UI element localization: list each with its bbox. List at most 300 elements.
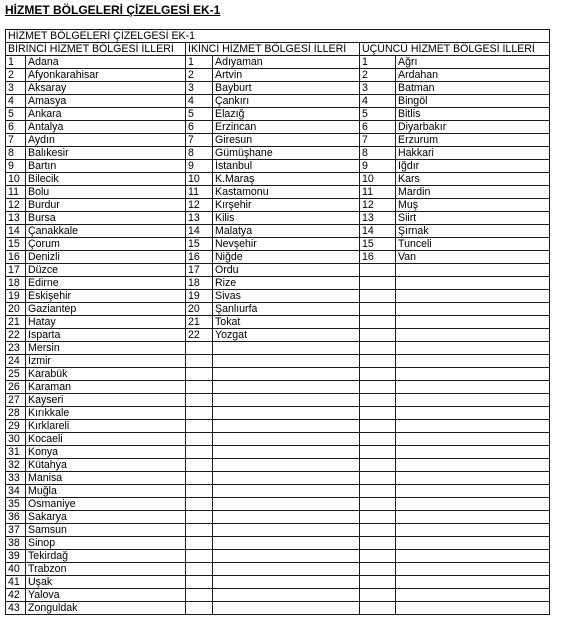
table-row xyxy=(6,251,550,264)
table-row xyxy=(6,602,550,615)
table-row xyxy=(6,173,550,186)
province-name xyxy=(213,459,360,472)
table-row xyxy=(6,420,550,433)
province-name: Artvin xyxy=(213,69,360,82)
province-name: Şanlıurfa xyxy=(213,303,360,316)
province-number: 10 xyxy=(186,173,213,186)
table-row xyxy=(6,394,550,407)
province-number xyxy=(360,329,396,342)
header-row xyxy=(6,43,550,56)
province-name: Çankırı xyxy=(213,95,360,108)
province-name xyxy=(396,420,550,433)
province-name xyxy=(213,472,360,485)
province-number xyxy=(360,290,396,303)
province-number xyxy=(360,550,396,563)
province-name xyxy=(213,576,360,589)
province-name xyxy=(213,420,360,433)
province-name: Zonguldak xyxy=(26,602,186,615)
province-name: Afyonkarahisar xyxy=(26,69,186,82)
province-name xyxy=(396,264,550,277)
province-name: Iğdır xyxy=(396,160,550,173)
province-number: 13 xyxy=(6,212,26,225)
province-number xyxy=(186,446,213,459)
province-number xyxy=(186,589,213,602)
province-number xyxy=(360,342,396,355)
province-name: Bolu xyxy=(26,186,186,199)
province-number xyxy=(360,433,396,446)
province-name: Samsun xyxy=(26,524,186,537)
province-number xyxy=(186,485,213,498)
province-number: 2 xyxy=(360,69,396,82)
province-number: 16 xyxy=(360,251,396,264)
province-name xyxy=(396,381,550,394)
province-number xyxy=(186,407,213,420)
province-number: 17 xyxy=(6,264,26,277)
table-row xyxy=(6,433,550,446)
province-number: 9 xyxy=(6,160,26,173)
province-number: 12 xyxy=(360,199,396,212)
province-name xyxy=(213,446,360,459)
province-number xyxy=(186,368,213,381)
table-row xyxy=(6,576,550,589)
table-row xyxy=(6,264,550,277)
province-number: 2 xyxy=(186,69,213,82)
province-name: Bitlis xyxy=(396,108,550,121)
province-name: Isparta xyxy=(26,329,186,342)
table-row xyxy=(6,511,550,524)
table-row xyxy=(6,368,550,381)
province-number: 15 xyxy=(360,238,396,251)
province-number xyxy=(186,381,213,394)
province-number xyxy=(186,394,213,407)
province-name: Bursa xyxy=(26,212,186,225)
province-name xyxy=(396,303,550,316)
province-number xyxy=(360,472,396,485)
province-name: Aksaray xyxy=(26,82,186,95)
province-name: Sakarya xyxy=(26,511,186,524)
province-number: 8 xyxy=(186,147,213,160)
province-name: Elazığ xyxy=(213,108,360,121)
province-name: K.Maraş xyxy=(213,173,360,186)
province-number xyxy=(360,277,396,290)
table-row xyxy=(6,459,550,472)
province-name: Düzce xyxy=(26,264,186,277)
province-name: Gaziantep xyxy=(26,303,186,316)
province-name xyxy=(213,394,360,407)
province-number: 24 xyxy=(6,355,26,368)
province-name: Bayburt xyxy=(213,82,360,95)
province-name: Trabzon xyxy=(26,563,186,576)
province-name: Çorum xyxy=(26,238,186,251)
province-name xyxy=(396,602,550,615)
province-number xyxy=(360,420,396,433)
province-name xyxy=(213,537,360,550)
table-row xyxy=(6,550,550,563)
province-number xyxy=(360,589,396,602)
province-name: Şırnak xyxy=(396,225,550,238)
province-number: 22 xyxy=(186,329,213,342)
province-name: Yozgat xyxy=(213,329,360,342)
table-row xyxy=(6,186,550,199)
province-name xyxy=(213,563,360,576)
province-number: 3 xyxy=(186,82,213,95)
province-name xyxy=(396,589,550,602)
province-number: 14 xyxy=(360,225,396,238)
province-number xyxy=(360,303,396,316)
table-row xyxy=(6,199,550,212)
province-number xyxy=(186,342,213,355)
province-name xyxy=(396,537,550,550)
province-name: Eskişehir xyxy=(26,290,186,303)
table-row xyxy=(6,160,550,173)
service-regions-table xyxy=(5,29,550,615)
province-number: 20 xyxy=(186,303,213,316)
province-number: 8 xyxy=(360,147,396,160)
province-number xyxy=(360,381,396,394)
province-number xyxy=(186,355,213,368)
province-name xyxy=(396,576,550,589)
table-row xyxy=(6,355,550,368)
province-name: Giresun xyxy=(213,134,360,147)
province-number: 6 xyxy=(6,121,26,134)
province-number: 19 xyxy=(6,290,26,303)
province-number xyxy=(186,420,213,433)
table-row xyxy=(6,342,550,355)
table-row xyxy=(6,329,550,342)
province-number: 36 xyxy=(6,511,26,524)
province-name xyxy=(213,498,360,511)
province-number: 43 xyxy=(6,602,26,615)
province-number: 29 xyxy=(6,420,26,433)
province-name xyxy=(213,433,360,446)
province-name: Hakkari xyxy=(396,147,550,160)
province-number: 7 xyxy=(360,134,396,147)
province-name: Kırıkkale xyxy=(26,407,186,420)
province-number xyxy=(360,511,396,524)
province-name: Ardahan xyxy=(396,69,550,82)
province-number: 5 xyxy=(6,108,26,121)
province-number: 17 xyxy=(186,264,213,277)
province-number: 40 xyxy=(6,563,26,576)
province-name: Kırşehir xyxy=(213,199,360,212)
province-number xyxy=(186,576,213,589)
province-name xyxy=(213,485,360,498)
province-name: Niğde xyxy=(213,251,360,264)
province-name: Kars xyxy=(396,173,550,186)
province-number: 32 xyxy=(6,459,26,472)
province-name: Amasya xyxy=(26,95,186,108)
province-number: 7 xyxy=(186,134,213,147)
province-name: Muğla xyxy=(26,485,186,498)
province-number: 33 xyxy=(6,472,26,485)
province-name xyxy=(396,485,550,498)
table-row xyxy=(6,69,550,82)
province-number xyxy=(186,537,213,550)
table-row xyxy=(6,290,550,303)
province-name: Kastamonu xyxy=(213,186,360,199)
province-name: Ordu xyxy=(213,264,360,277)
province-name xyxy=(396,563,550,576)
table-row xyxy=(6,121,550,134)
province-number: 10 xyxy=(6,173,26,186)
province-number xyxy=(360,537,396,550)
province-number xyxy=(360,498,396,511)
province-name: Manisa xyxy=(26,472,186,485)
province-number xyxy=(360,446,396,459)
province-number xyxy=(186,472,213,485)
province-number: 13 xyxy=(186,212,213,225)
table-row xyxy=(6,472,550,485)
province-name xyxy=(213,511,360,524)
province-number: 26 xyxy=(6,381,26,394)
province-number: 31 xyxy=(6,446,26,459)
table-title: HİZMET BÖLGELERİ ÇİZELGESİ EK-1 xyxy=(6,30,550,43)
province-name xyxy=(396,368,550,381)
province-name: Muş xyxy=(396,199,550,212)
province-name xyxy=(213,342,360,355)
province-name: Bilecik xyxy=(26,173,186,186)
province-number: 16 xyxy=(6,251,26,264)
province-number xyxy=(360,368,396,381)
province-number: 19 xyxy=(186,290,213,303)
province-number: 15 xyxy=(186,238,213,251)
province-name xyxy=(213,407,360,420)
province-name xyxy=(213,368,360,381)
province-number xyxy=(186,550,213,563)
province-name: Mardin xyxy=(396,186,550,199)
province-number: 27 xyxy=(6,394,26,407)
province-number: 21 xyxy=(186,316,213,329)
province-number: 5 xyxy=(186,108,213,121)
province-number: 38 xyxy=(6,537,26,550)
province-name xyxy=(213,355,360,368)
province-name: İstanbul xyxy=(213,160,360,173)
table-title-row xyxy=(6,30,550,43)
province-number: 1 xyxy=(6,56,26,69)
province-name: Siirt xyxy=(396,212,550,225)
province-name xyxy=(396,472,550,485)
province-name xyxy=(396,511,550,524)
province-name: Çanakkale xyxy=(26,225,186,238)
province-name: Erzincan xyxy=(213,121,360,134)
province-number: 12 xyxy=(186,199,213,212)
table-row xyxy=(6,134,550,147)
table-row xyxy=(6,277,550,290)
province-name xyxy=(213,381,360,394)
province-name: Karaman xyxy=(26,381,186,394)
province-name: Rize xyxy=(213,277,360,290)
province-name xyxy=(213,589,360,602)
province-number: 28 xyxy=(6,407,26,420)
province-number: 10 xyxy=(360,173,396,186)
province-name xyxy=(213,602,360,615)
province-name xyxy=(396,498,550,511)
header-second-region: İKİNCİ HİZMET BÖLGESİ İLLERİ xyxy=(186,43,360,56)
province-number: 5 xyxy=(360,108,396,121)
province-number: 2 xyxy=(6,69,26,82)
province-number: 30 xyxy=(6,433,26,446)
province-name: Erzurum xyxy=(396,134,550,147)
province-name: Aydın xyxy=(26,134,186,147)
province-name: Kırklareli xyxy=(26,420,186,433)
province-name: Hatay xyxy=(26,316,186,329)
table-row xyxy=(6,485,550,498)
province-name: Ankara xyxy=(26,108,186,121)
province-number: 21 xyxy=(6,316,26,329)
province-name xyxy=(396,277,550,290)
province-name: Bartın xyxy=(26,160,186,173)
province-name xyxy=(396,550,550,563)
province-number: 34 xyxy=(6,485,26,498)
province-number: 6 xyxy=(186,121,213,134)
province-number: 7 xyxy=(6,134,26,147)
table-row xyxy=(6,563,550,576)
province-number: 22 xyxy=(6,329,26,342)
province-number: 13 xyxy=(360,212,396,225)
province-number xyxy=(186,498,213,511)
province-name: Konya xyxy=(26,446,186,459)
table-row xyxy=(6,446,550,459)
province-name xyxy=(396,407,550,420)
province-number xyxy=(186,459,213,472)
table-row xyxy=(6,108,550,121)
province-number: 1 xyxy=(360,56,396,69)
header-first-region: BİRİNCİ HİZMET BÖLGESİ İLLERİ xyxy=(6,43,186,56)
province-number: 37 xyxy=(6,524,26,537)
province-name: Malatya xyxy=(213,225,360,238)
province-number xyxy=(360,563,396,576)
province-number: 20 xyxy=(6,303,26,316)
province-number: 41 xyxy=(6,576,26,589)
province-name: Balıkesir xyxy=(26,147,186,160)
province-number: 23 xyxy=(6,342,26,355)
province-name: İzmir xyxy=(26,355,186,368)
province-number xyxy=(186,602,213,615)
province-name: Batman xyxy=(396,82,550,95)
province-name: Bingöl xyxy=(396,95,550,108)
header-third-region: ÜÇÜNCÜ HİZMET BÖLGESİ İLLERİ xyxy=(360,43,550,56)
page-title: HİZMET BÖLGELERİ ÇİZELGESİ EK-1 xyxy=(5,3,221,17)
province-name: Diyarbakır xyxy=(396,121,550,134)
province-name: Karabük xyxy=(26,368,186,381)
province-name: Tunceli xyxy=(396,238,550,251)
province-name xyxy=(396,446,550,459)
province-name: Kilis xyxy=(213,212,360,225)
province-number: 39 xyxy=(6,550,26,563)
province-name: Sivas xyxy=(213,290,360,303)
province-number xyxy=(186,433,213,446)
province-name xyxy=(396,394,550,407)
province-name xyxy=(396,329,550,342)
table-row xyxy=(6,316,550,329)
province-number: 9 xyxy=(186,160,213,173)
province-number xyxy=(360,576,396,589)
province-name xyxy=(396,355,550,368)
province-name xyxy=(396,459,550,472)
province-name: Adıyaman xyxy=(213,56,360,69)
province-name: Tokat xyxy=(213,316,360,329)
province-number xyxy=(186,524,213,537)
province-number: 11 xyxy=(186,186,213,199)
table-row xyxy=(6,524,550,537)
table-row xyxy=(6,82,550,95)
province-name: Tekirdağ xyxy=(26,550,186,563)
province-number: 25 xyxy=(6,368,26,381)
province-number: 6 xyxy=(360,121,396,134)
province-name: Denizli xyxy=(26,251,186,264)
province-name: Mersin xyxy=(26,342,186,355)
province-name xyxy=(396,524,550,537)
province-name: Ağrı xyxy=(396,56,550,69)
province-number xyxy=(360,485,396,498)
province-name: Osmaniye xyxy=(26,498,186,511)
province-number: 4 xyxy=(6,95,26,108)
province-name: Gümüşhane xyxy=(213,147,360,160)
province-name: Burdur xyxy=(26,199,186,212)
table-row xyxy=(6,147,550,160)
table-row xyxy=(6,95,550,108)
table-row xyxy=(6,212,550,225)
province-name: Kütahya xyxy=(26,459,186,472)
province-name: Kocaeli xyxy=(26,433,186,446)
table-row xyxy=(6,225,550,238)
province-number: 3 xyxy=(360,82,396,95)
province-number: 12 xyxy=(6,199,26,212)
province-name xyxy=(213,524,360,537)
province-name: Uşak xyxy=(26,576,186,589)
table-row xyxy=(6,381,550,394)
province-number: 16 xyxy=(186,251,213,264)
province-number: 14 xyxy=(6,225,26,238)
province-number: 11 xyxy=(6,186,26,199)
province-name: Yalova xyxy=(26,589,186,602)
province-name: Van xyxy=(396,251,550,264)
province-name: Adana xyxy=(26,56,186,69)
province-name: Antalya xyxy=(26,121,186,134)
province-number: 42 xyxy=(6,589,26,602)
table-row xyxy=(6,303,550,316)
province-number xyxy=(186,563,213,576)
province-name xyxy=(396,316,550,329)
province-number xyxy=(360,524,396,537)
province-number: 18 xyxy=(186,277,213,290)
province-number: 4 xyxy=(186,95,213,108)
province-number: 18 xyxy=(6,277,26,290)
table-row xyxy=(6,407,550,420)
province-number: 35 xyxy=(6,498,26,511)
province-name xyxy=(396,290,550,303)
province-number xyxy=(360,316,396,329)
province-number xyxy=(186,511,213,524)
province-name xyxy=(396,342,550,355)
province-number xyxy=(360,394,396,407)
province-name: Sinop xyxy=(26,537,186,550)
province-number xyxy=(360,407,396,420)
table-row xyxy=(6,238,550,251)
province-name xyxy=(396,433,550,446)
province-number: 1 xyxy=(186,56,213,69)
table-row xyxy=(6,498,550,511)
table-row xyxy=(6,589,550,602)
province-number: 8 xyxy=(6,147,26,160)
province-name: Nevşehir xyxy=(213,238,360,251)
province-number xyxy=(360,459,396,472)
province-name: Kayseri xyxy=(26,394,186,407)
province-name: Edirne xyxy=(26,277,186,290)
province-name xyxy=(213,550,360,563)
table-row xyxy=(6,56,550,69)
province-number: 15 xyxy=(6,238,26,251)
